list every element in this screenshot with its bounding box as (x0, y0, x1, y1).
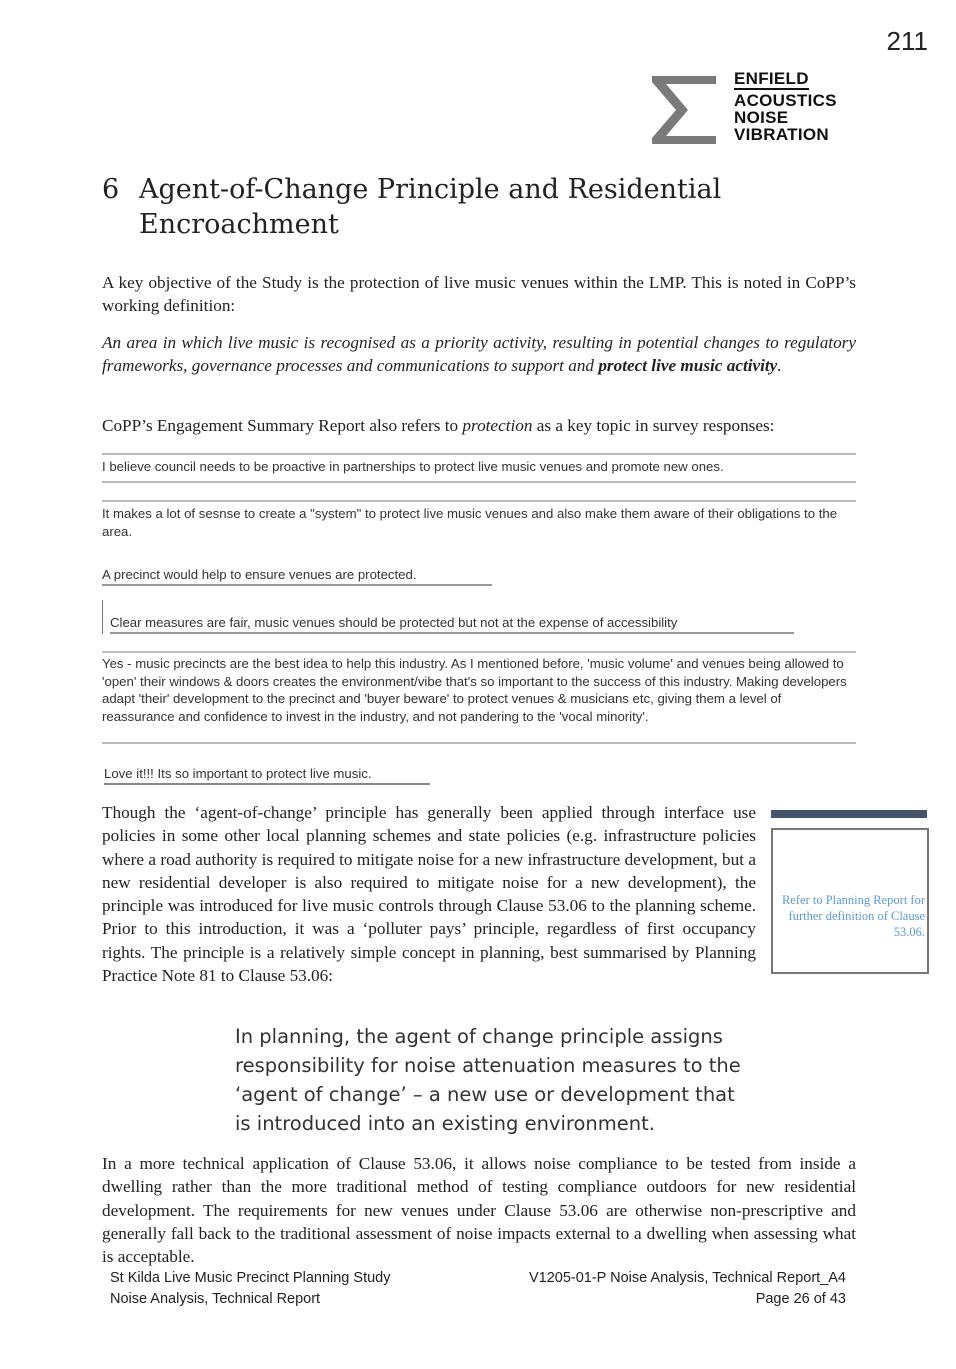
footer-right (529, 1268, 846, 1310)
definition-text: An area in which live music is recognised as a priority activity, resulting in potential changes to regulatory frameworks, governance processes and communications to support and (102, 333, 856, 376)
footer-report-title: Noise Analysis, Technical Report (110, 1291, 321, 1307)
sidebar-accent-bar (771, 810, 927, 818)
survey-response-1: I believe council needs to be proactive in partnerships to protect live music venues and promote new ones. (102, 459, 724, 474)
technical-paragraph: In a more technical application of Clause 53.06, it allows noise compliance to be tested from inside a dwelling rather than the more traditional method of testing compliance outdoors for new residential development. The requirements for new venues under Clause 53.06 are otherwise non-prescriptive and generally fall back to the traditional assessment of noise impacts external to a dwelling when assessing what is acceptable. (102, 1154, 856, 1267)
divider (102, 453, 856, 455)
section-title: Agent-of-Change Principle and Residential Encroachment (139, 174, 722, 240)
footer-left (110, 1268, 390, 1310)
logo-wordmark (734, 70, 837, 143)
survey-response-4: Clear measures are fair, music venues should be protected but not at the expense of accessibility (110, 614, 794, 634)
survey-response-6: Love it!!! Its so important to protect live music. (104, 765, 430, 785)
engagement-text: CoPP’s Engagement Summary Report also refers to (102, 416, 463, 435)
page-number: 211 (886, 26, 928, 56)
practice-note-quote: In planning, the agent of change principle assigns responsibility for noise attenuation measures to the ‘agent of change’ – a new use or development that is introduced into an existing environment. (235, 1025, 741, 1135)
agent-of-change-paragraph: Though the ‘agent-of-change’ principle has generally been applied through interface use policies in some other local planning schemes and state policies (e.g. infrastructure policies where a road authority is required to mitigate noise for a new infrastructure development, but a new residential developer is also required to mitigate noise for a new development), the principle was introduced for live music controls through Clause 53.06 to the planning scheme. Prior to this introduction, it was a ‘polluter pays’ principle, regardless of first occupancy rights. The principle is a relatively simple concept in planning, best summarised by Planning Practice Note 81 to Clause 53.06: (102, 803, 756, 986)
footer-page-count: Page 26 of 43 (755, 1291, 846, 1307)
survey-response-3: A precinct would help to ensure venues are protected. (102, 566, 492, 586)
definition-quote (102, 331, 856, 378)
logo-line-4: VIBRATION (734, 125, 829, 144)
engagement-paragraph (102, 414, 856, 437)
footer-project-title: St Kilda Live Music Precinct Planning Study (110, 1270, 391, 1286)
logo-line-2: ACOUSTICS (734, 91, 837, 110)
logo-line-3: NOISE (734, 108, 789, 127)
company-logo (648, 70, 848, 150)
section-heading (102, 172, 739, 242)
divider (102, 742, 856, 744)
engagement-italic: protection (462, 416, 533, 435)
definition-bold: protect live music activity (598, 356, 778, 376)
divider (102, 500, 856, 502)
divider (102, 481, 856, 483)
logo-line-1: ENFIELD (734, 69, 809, 88)
divider (102, 651, 856, 653)
survey-response-5: Yes - music precincts are the best idea to help this industry. As I mentioned before, 'music volume' and venues being allowed to 'open' their windows & doors creates the environment/vibe that's so important to the success of this industry. Making developers adapt 'their' development to the precinct and 'buyer beware' to protect venues & musicians etc, giving them a level of reassurance and confidence to invest in the industry, and not pandering to the 'vocal minority'. (102, 656, 847, 724)
divider (102, 600, 103, 634)
engagement-text-end: as a key topic in survey responses: (532, 416, 775, 435)
section-number: 6 (102, 174, 120, 205)
sidebar-note-text: Refer to Planning Report for further definition of Clause 53.06. (781, 893, 925, 939)
footer-document-ref: V1205-01-P Noise Analysis, Technical Report_A4 (528, 1270, 846, 1286)
survey-response-2: It makes a lot of sesnse to create a "system" to protect live music venues and also make them aware of their obligations to the area. (102, 506, 838, 539)
sigma-logo-icon (648, 72, 718, 146)
definition-end: . (777, 356, 782, 376)
intro-paragraph: A key objective of the Study is the protection of live music venues within the LMP. This is noted in CoPP’s working definition: (102, 273, 856, 316)
sidebar-note-box (771, 828, 929, 974)
